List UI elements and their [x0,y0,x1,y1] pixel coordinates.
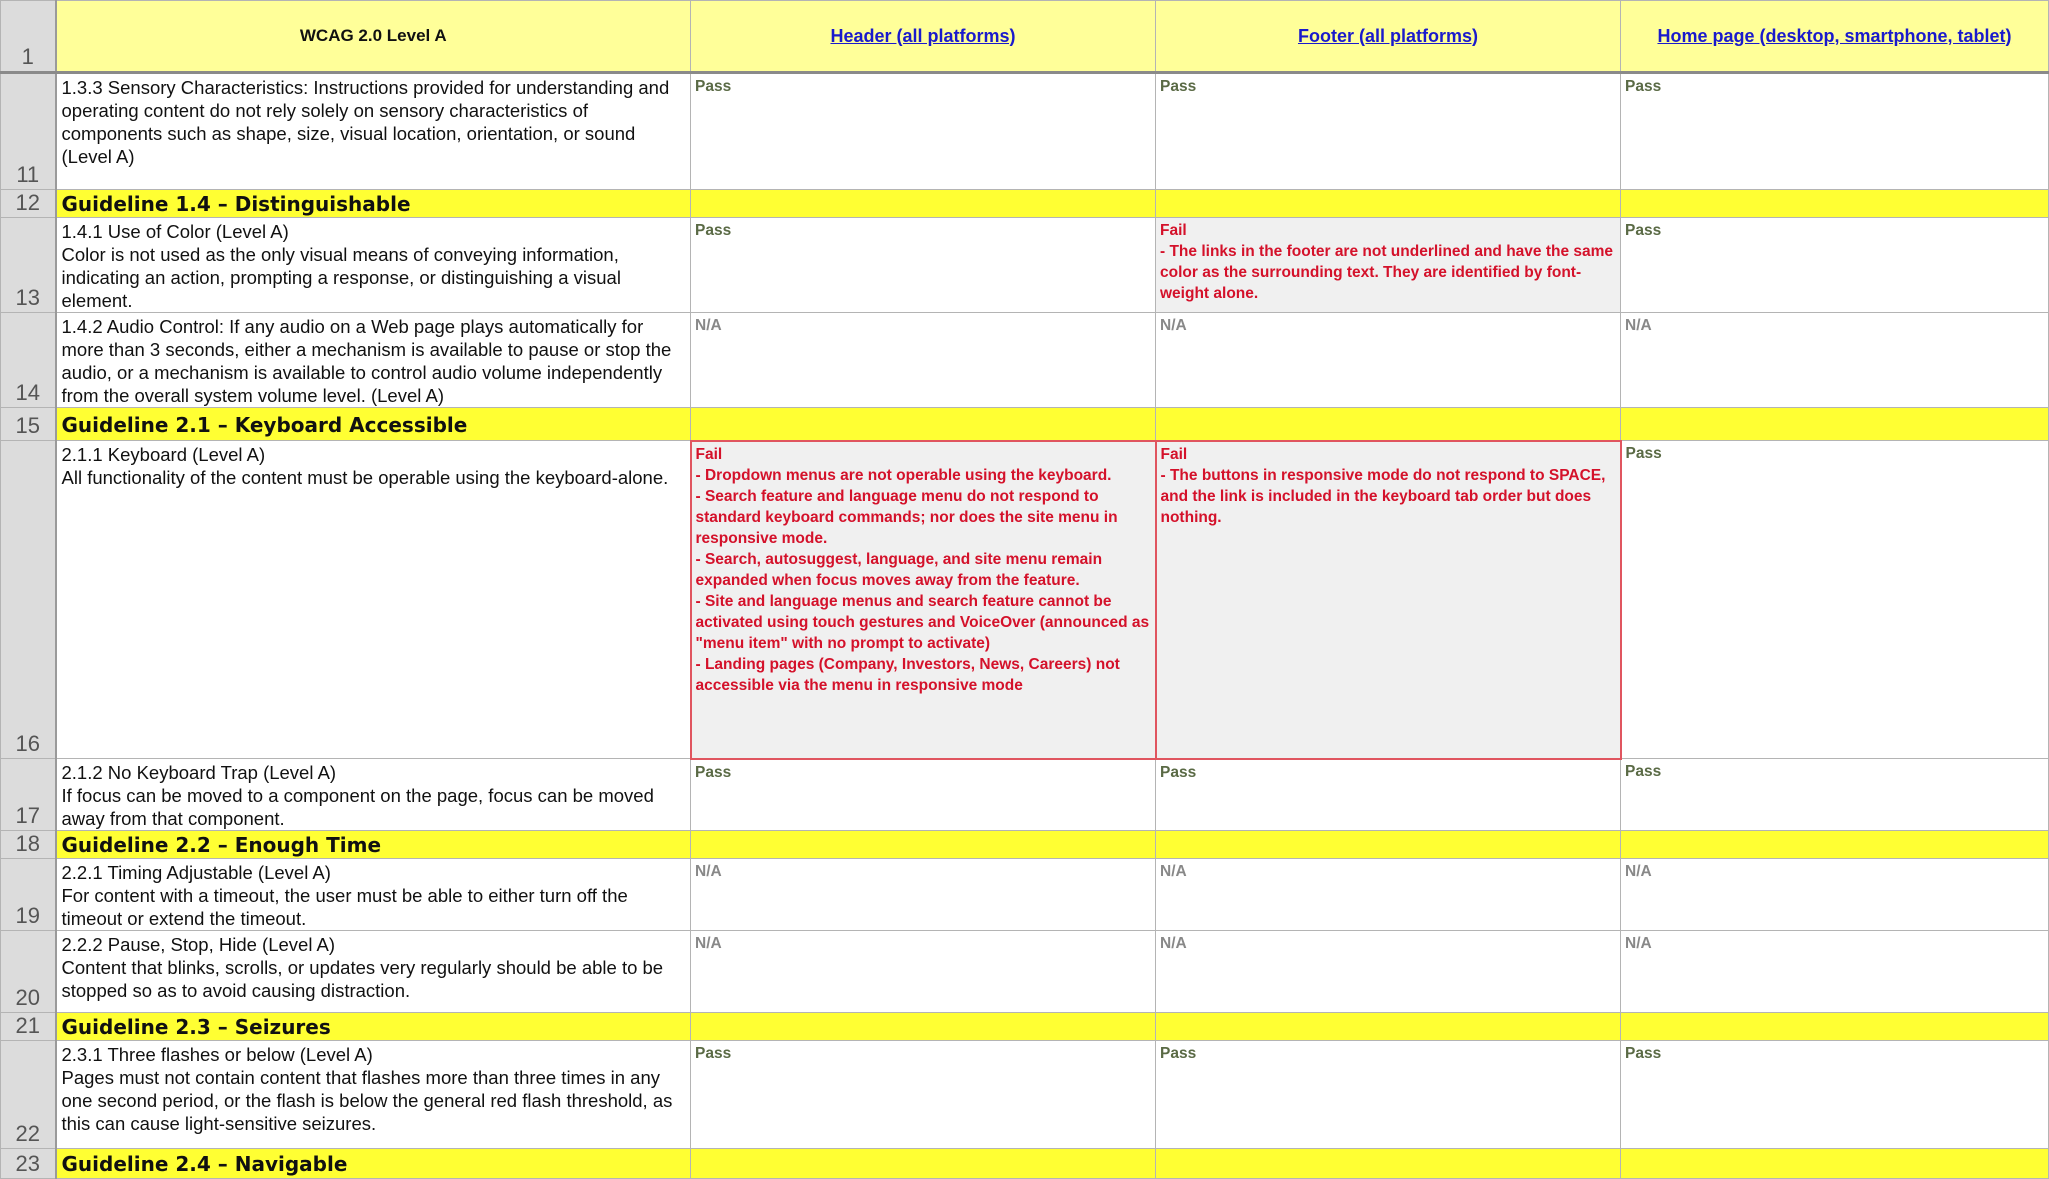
home-result-cell[interactable]: Pass [1621,1041,2049,1149]
footer-result-cell[interactable]: Pass [1156,759,1621,831]
guideline-row [1,190,2049,218]
fail-note: - Search, autosuggest, language, and site menu remain expanded when focus moves away from the feature. [695,550,1103,589]
guideline-fill-cell[interactable] [1156,831,1621,859]
row-header[interactable]: 15 [1,408,56,441]
guideline-title[interactable]: Guideline 2.4 – Navigable [56,1149,691,1179]
table-row [1,441,2049,759]
header-platform-link[interactable]: Header (all platforms) [830,25,1016,46]
guideline-title[interactable]: Guideline 2.1 – Keyboard Accessible [56,408,691,441]
criterion-title: 1.4.1 Use of Color (Level A) [61,221,289,242]
header-result-cell[interactable]: N/A [691,859,1156,931]
criterion-description: Pages must not contain content that flashes more than three times in any one second period, or the flash is below the general red flash threshold, as this can cause light-sensitive seizures. [61,1067,673,1134]
row-header[interactable]: 12 [1,190,56,218]
criterion-cell[interactable] [56,218,691,313]
home-result-cell[interactable]: Pass [1621,759,2049,831]
guideline-fill-cell[interactable] [1621,1013,2049,1041]
table-row [1,218,2049,313]
fail-note: - Site and language menus and search feature cannot be activated using touch gestures and VoiceOver (announced as "menu item" with no prompt to activate) [695,592,1150,652]
criterion-cell[interactable] [56,759,691,831]
criterion-cell[interactable]: 1.3.3 Sensory Characteristics: Instructions provided for understanding and operating content do not rely solely on sensory characteristics of components such as shape, size, visual location, orientation, or sound (Level A) [56,73,691,190]
criterion-title: 2.3.1 Three flashes or below (Level A) [61,1044,373,1065]
home-page-cell[interactable] [1621,1,2049,73]
guideline-fill-cell[interactable] [1156,1149,1621,1179]
criterion-cell[interactable] [56,859,691,931]
row-header[interactable]: 17 [1,759,56,831]
guideline-fill-cell[interactable] [1621,408,2049,441]
row-header[interactable]: 18 [1,831,56,859]
fail-label: Fail [1160,445,1188,463]
table-row [1,759,2049,831]
header-result-cell[interactable]: Pass [691,759,1156,831]
fail-note: - Dropdown menus are not operable using the keyboard. [695,466,1112,484]
row-header[interactable]: 21 [1,1013,56,1041]
row-header[interactable]: 14 [1,313,56,408]
table-row [1,859,2049,931]
header-result-cell[interactable]: N/A [691,931,1156,1013]
footer-result-cell[interactable] [1156,218,1621,313]
guideline-title[interactable]: Guideline 1.4 – Distinguishable [56,190,691,218]
footer-platform-cell[interactable] [1156,1,1621,73]
guideline-fill-cell[interactable] [1156,190,1621,218]
guideline-fill-cell[interactable] [691,1149,1156,1179]
home-result-cell[interactable]: N/A [1621,931,2049,1013]
guideline-row [1,1149,2049,1179]
row-header[interactable]: 23 [1,1149,56,1179]
fail-note: - Landing pages (Company, Investors, News, Careers) not accessible via the menu in responsive mode [695,655,1120,694]
criterion-description: For content with a timeout, the user must be able to either turn off the timeout or extend the timeout. [61,885,628,929]
home-page-link[interactable]: Home page (desktop, smartphone, tablet) [1657,25,2012,46]
table-row [1,73,2049,190]
footer-result-cell[interactable]: N/A [1156,313,1621,408]
criterion-description: All functionality of the content must be operable using the keyboard-alone. [61,467,669,488]
criterion-cell[interactable]: 1.4.2 Audio Control: If any audio on a Web page plays automatically for more than 3 seconds, either a mechanism is available to pause or stop the audio, or a mechanism is available to control audio volume independently from the overall system volume level. (Level A) [56,313,691,408]
guideline-fill-cell[interactable] [1156,408,1621,441]
row-header[interactable]: 11 [1,73,56,190]
criterion-cell[interactable] [56,1041,691,1149]
footer-result-cell[interactable]: Pass [1156,73,1621,190]
guideline-fill-cell[interactable] [1156,1013,1621,1041]
home-result-cell[interactable]: N/A [1621,859,2049,931]
footer-result-cell[interactable]: Pass [1156,1041,1621,1149]
guideline-row [1,408,2049,441]
guideline-title[interactable]: Guideline 2.2 – Enough Time [56,831,691,859]
table-row [1,931,2049,1013]
guideline-row [1,1013,2049,1041]
guideline-fill-cell[interactable] [691,831,1156,859]
footer-result-cell[interactable]: N/A [1156,859,1621,931]
guideline-fill-cell[interactable] [1621,1149,2049,1179]
fail-note: - The buttons in responsive mode do not respond to SPACE, and the link is included in the keyboard tab order but does nothing. [1160,466,1606,526]
header-result-cell[interactable]: Pass [691,1041,1156,1149]
fail-note: - Search feature and language menu do not respond to standard keyboard commands; nor does the site menu in responsive mode. [695,487,1118,547]
header-row [1,1,2049,73]
header-result-cell[interactable] [691,441,1156,759]
row-header[interactable]: 16 [1,441,56,759]
footer-result-cell[interactable] [1156,441,1621,759]
guideline-fill-cell[interactable] [1621,190,2049,218]
criterion-title: 2.1.1 Keyboard (Level A) [61,444,266,465]
guideline-fill-cell[interactable] [1621,831,2049,859]
row-header[interactable]: 1 [1,1,56,73]
criterion-title: 2.2.1 Timing Adjustable (Level A) [61,862,331,883]
row-header[interactable]: 20 [1,931,56,1013]
criterion-description: If focus can be moved to a component on the page, focus can be moved away from that component. [61,785,654,829]
guideline-fill-cell[interactable] [691,408,1156,441]
home-result-cell[interactable]: Pass [1621,441,2049,759]
home-result-cell[interactable]: N/A [1621,313,2049,408]
table-row [1,313,2049,408]
column-title-cell[interactable] [56,1,691,73]
row-header[interactable]: 22 [1,1041,56,1149]
column-title: WCAG 2.0 Level A [299,26,447,45]
footer-platform-link[interactable]: Footer (all platforms) [1297,25,1478,46]
header-result-cell[interactable]: Pass [691,218,1156,313]
header-result-cell[interactable]: Pass [691,73,1156,190]
criterion-cell[interactable] [56,931,691,1013]
criterion-title: 2.2.2 Pause, Stop, Hide (Level A) [61,934,336,955]
header-result-cell[interactable]: N/A [691,313,1156,408]
fail-label: Fail [695,445,723,463]
table-row [1,1041,2049,1149]
guideline-title[interactable]: Guideline 2.3 – Seizures [56,1013,691,1041]
criterion-cell[interactable] [56,441,691,759]
fail-note: - The links in the footer are not underlined and have the same color as the surrounding text. They are identified by font-weight alone. [1160,243,1614,302]
header-platform-cell[interactable] [691,1,1156,73]
row-header[interactable]: 19 [1,859,56,931]
row-header[interactable]: 13 [1,218,56,313]
criterion-description: Content that blinks, scrolls, or updates very regularly should be able to be stopped so as to avoid causing distraction. [61,957,664,1001]
criterion-description: Color is not used as the only visual means of conveying information, indicating an action, prompting a response, or distinguishing a visual element. [61,244,621,311]
home-result-cell[interactable]: Pass [1621,218,2049,313]
home-result-cell[interactable]: Pass [1621,73,2049,190]
fail-label: Fail [1160,222,1187,239]
guideline-row [1,831,2049,859]
criterion-title: 2.1.2 No Keyboard Trap (Level A) [61,762,337,783]
footer-result-cell[interactable]: N/A [1156,931,1621,1013]
guideline-fill-cell[interactable] [691,190,1156,218]
guideline-fill-cell[interactable] [691,1013,1156,1041]
